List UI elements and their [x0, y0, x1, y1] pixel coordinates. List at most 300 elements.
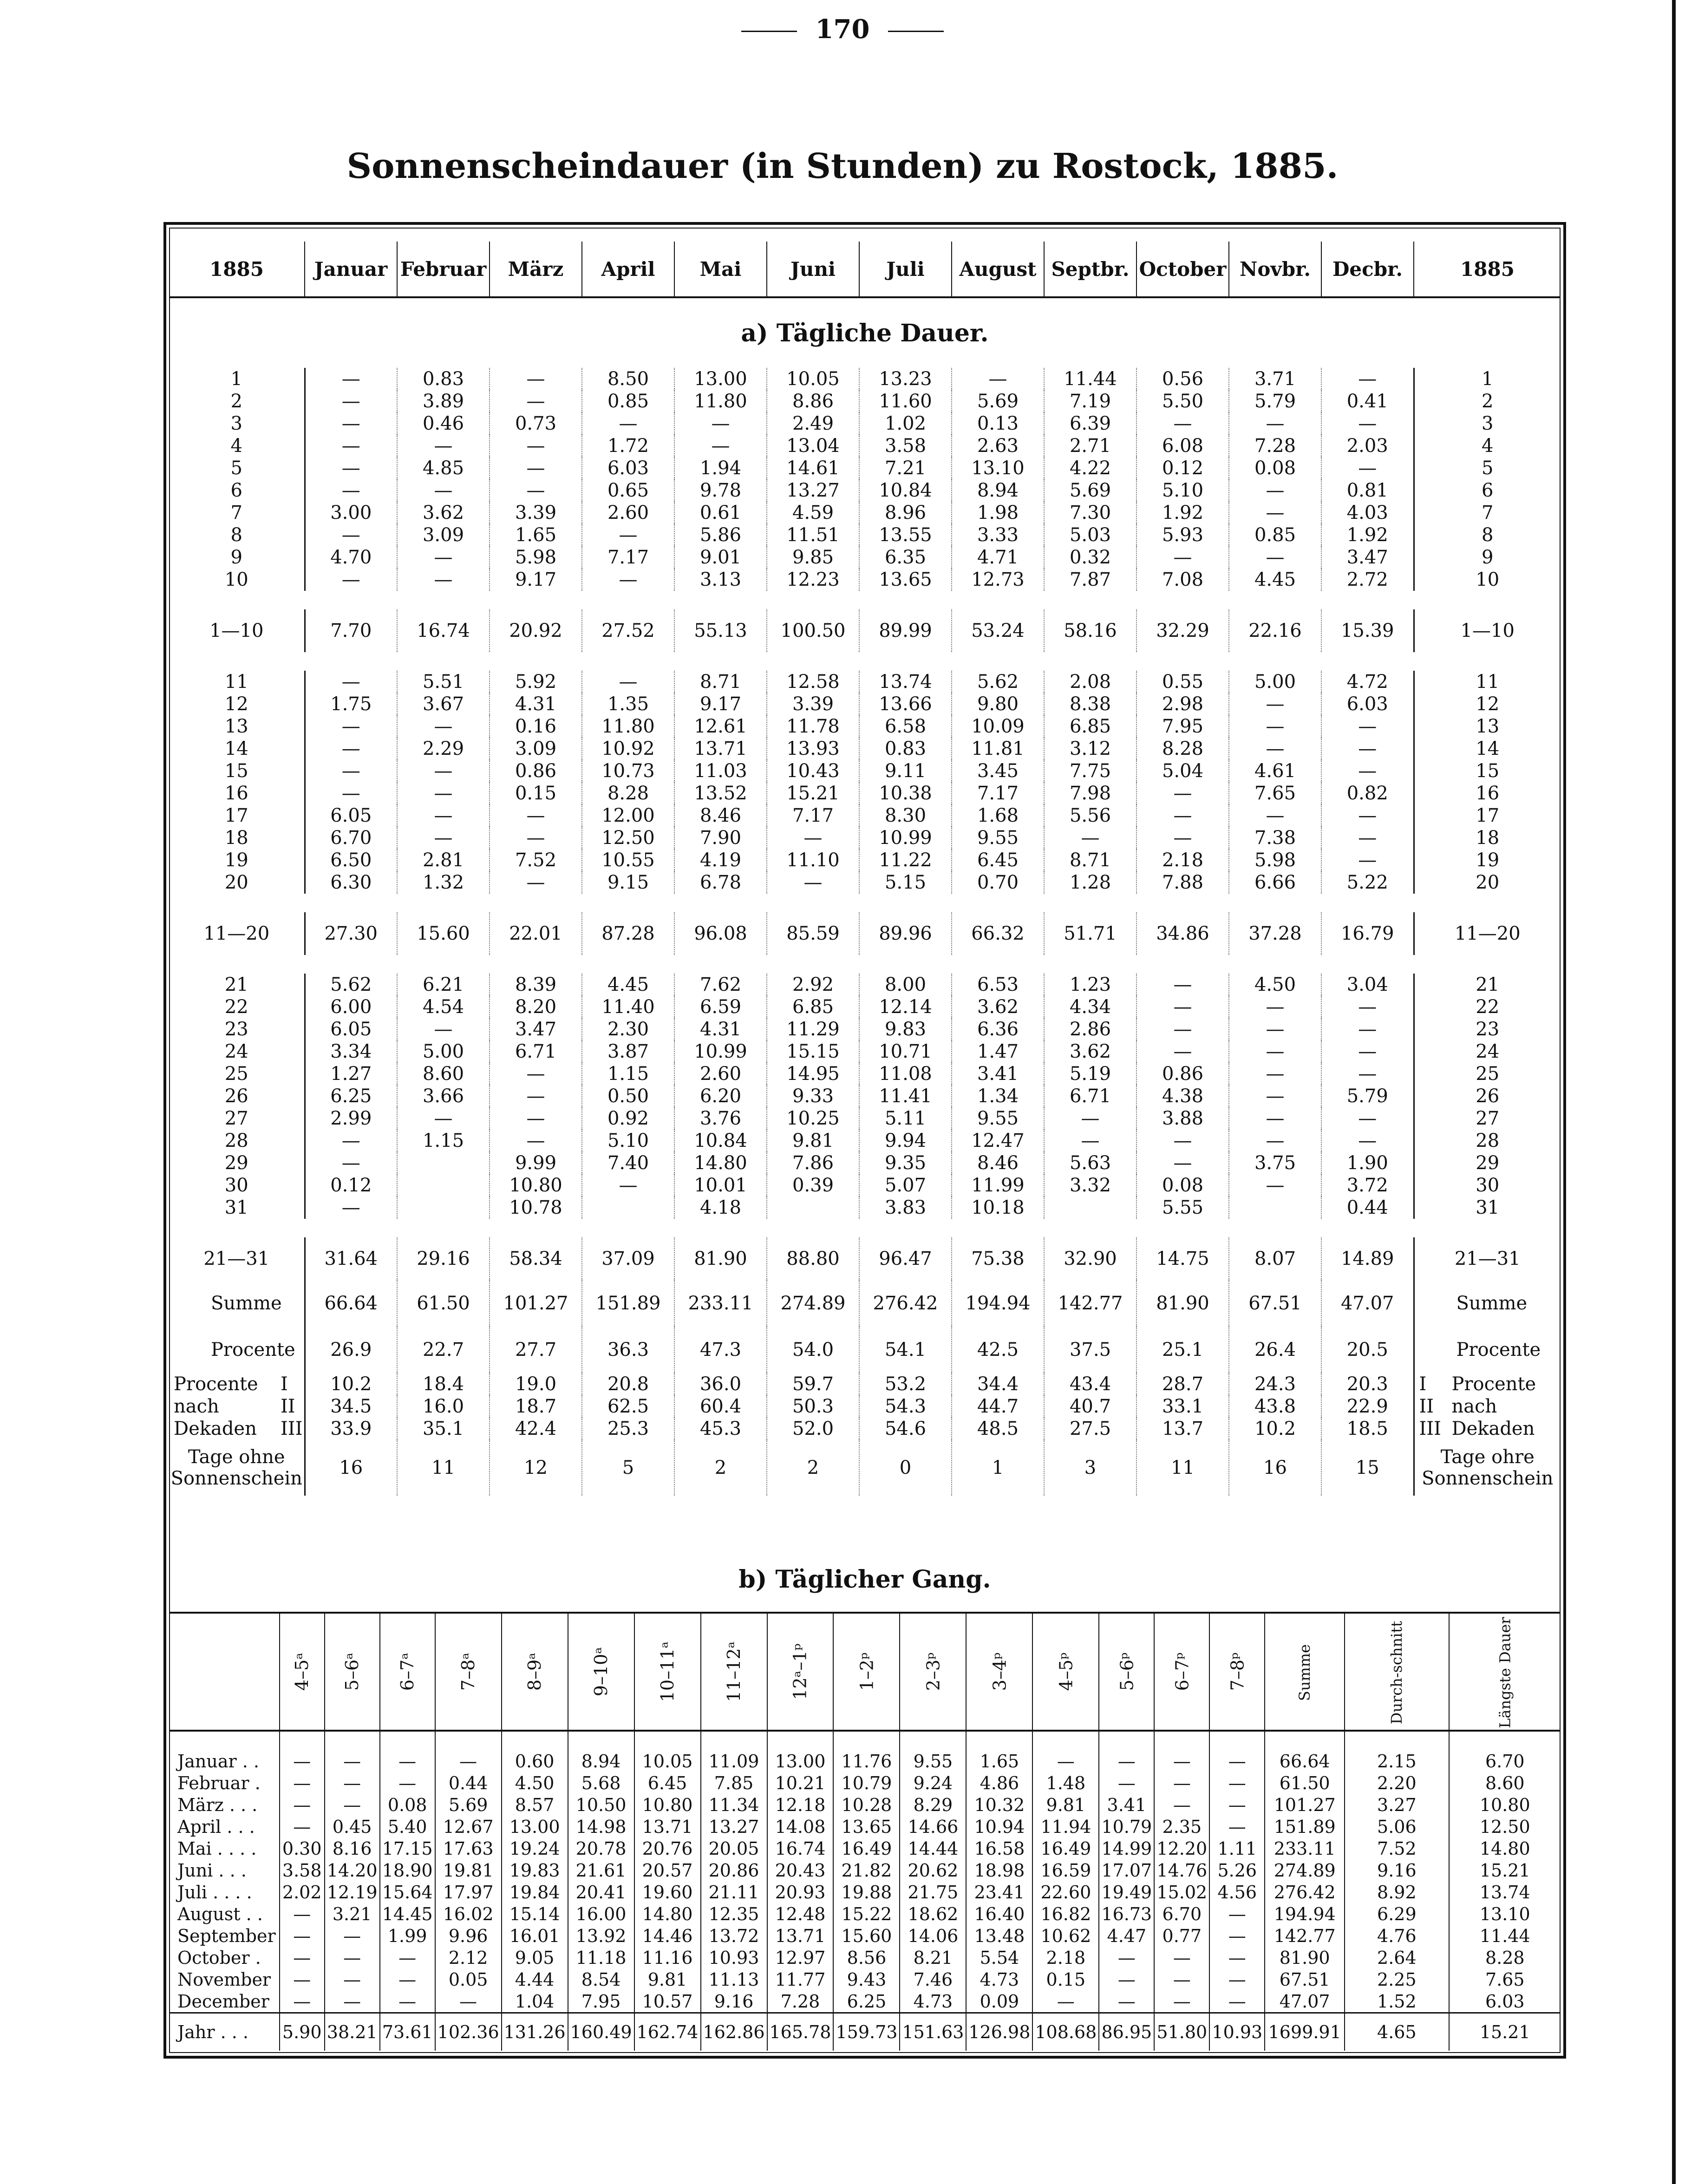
value-cell: — [1358, 458, 1377, 479]
value-cell: 0.45 [325, 1816, 380, 1837]
value-cell: — [305, 479, 397, 502]
value-cell: 6.20 [674, 1085, 767, 1107]
value-cell: 5.11 [859, 1107, 952, 1130]
row-label: 10 [169, 569, 305, 591]
value-cell: 7.28 [767, 1990, 834, 2013]
spacer [435, 1731, 502, 1750]
value-cell: 47.07 [1265, 1990, 1345, 2013]
value-cell: — [490, 457, 582, 479]
section-b-title: b) Täglicher Gang. [738, 1565, 991, 1594]
value-cell: 33.1 [1136, 1395, 1229, 1418]
hour-label: 1–2ᵖ [856, 1652, 877, 1691]
spacer-row [169, 894, 1561, 912]
value-cell: — [1099, 1750, 1154, 1772]
hour-label: 2–3ᵖ [922, 1652, 943, 1691]
value-cell: 4.65 [1345, 2013, 1449, 2051]
value-cell: — [1229, 1063, 1321, 1085]
value-cell: 29.16 [397, 1237, 490, 1280]
value-cell: — [490, 804, 582, 827]
value-cell: — [1136, 1130, 1229, 1152]
day-row [169, 871, 1561, 894]
value-cell: 5.69 [1044, 479, 1136, 502]
hour-header [767, 1613, 834, 1731]
value-cell: 19.24 [502, 1837, 568, 1859]
value-cell: 31.64 [305, 1237, 397, 1280]
row-label [169, 1395, 305, 1418]
value-cell: 9.17 [674, 693, 767, 715]
value-cell: — [1099, 1990, 1154, 2013]
value-cell: 13.71 [634, 1816, 701, 1837]
month-row [169, 2013, 1561, 2051]
row-label-right: 22 [1414, 996, 1561, 1018]
value-cell: 13.55 [859, 524, 952, 546]
value-cell: 6.50 [305, 849, 397, 871]
value-cell: 4.50 [502, 1772, 568, 1794]
value-cell: 6.70 [1154, 1903, 1209, 1925]
value-cell: 8.94 [568, 1750, 634, 1772]
value-cell: 1.11 [1209, 1837, 1265, 1859]
value-cell: 7.95 [1136, 715, 1229, 738]
value-cell: 6.70 [1485, 1751, 1525, 1772]
value-cell: 1.28 [1044, 871, 1136, 894]
row-label-right: 28 [1414, 1130, 1561, 1152]
value-cell: — [280, 1816, 325, 1837]
value-cell: 3.09 [397, 524, 490, 546]
value-cell: 7.85 [701, 1772, 767, 1794]
value-cell: 8.50 [582, 368, 674, 390]
value-cell: 3.39 [767, 693, 859, 715]
value-cell: 1.15 [397, 1130, 490, 1152]
value-cell: — [325, 1968, 380, 1990]
value-cell: 6.59 [674, 996, 767, 1018]
value-cell: 10.2 [305, 1373, 397, 1395]
value-cell: 9.33 [767, 1085, 859, 1107]
value-cell: 12.97 [767, 1947, 834, 1968]
value-cell: 0.15 [490, 782, 582, 804]
value-cell: 21.61 [568, 1859, 634, 1881]
value-cell: 9.80 [952, 693, 1044, 715]
row-label-right: 11 [1414, 671, 1561, 693]
month-header: Februar [397, 242, 490, 297]
spacer [169, 591, 1561, 609]
value-cell: 3.76 [674, 1107, 767, 1130]
row-label-right [1414, 1395, 1561, 1418]
value-cell: 5.69 [952, 390, 1044, 412]
value-cell: 2.29 [397, 738, 490, 760]
value-cell: — [397, 1107, 490, 1130]
value-cell: 162.74 [634, 2013, 701, 2051]
value-cell: — [582, 412, 674, 435]
summe-header [1265, 1613, 1345, 1731]
value-cell: 12.14 [859, 996, 952, 1018]
value-cell: — [397, 546, 490, 569]
value-cell: — [1136, 1018, 1229, 1040]
day-row [169, 1018, 1561, 1040]
value-cell: — [380, 1750, 435, 1772]
value-cell: — [490, 390, 582, 412]
value-cell: 12.35 [701, 1903, 767, 1925]
value-cell: — [397, 1018, 490, 1040]
value-cell: 3.62 [952, 996, 1044, 1018]
value-cell: 47.3 [674, 1327, 767, 1373]
value-cell: 5.79 [1346, 1085, 1388, 1107]
value-cell [582, 1197, 674, 1219]
value-cell: 6.78 [674, 871, 767, 894]
value-cell: 5.62 [305, 974, 397, 996]
value-cell: 8.28 [1136, 738, 1229, 760]
value-cell: 6.71 [1044, 1085, 1136, 1107]
value-cell: — [1099, 1947, 1154, 1968]
value-cell: 3.62 [1044, 1040, 1136, 1063]
month-label: November [169, 1968, 280, 1990]
value-cell: 14.44 [900, 1837, 966, 1859]
label-text: Procente [1451, 1373, 1536, 1395]
value-cell: 5.98 [490, 546, 582, 569]
value-cell: 10.25 [767, 1107, 859, 1130]
value-cell: 17.07 [1099, 1859, 1154, 1881]
value-cell: 18.62 [900, 1903, 966, 1925]
value-cell: — [397, 827, 490, 849]
value-cell: 9.05 [502, 1947, 568, 1968]
value-cell: 4.47 [1099, 1925, 1154, 1947]
row-label-right: 18 [1414, 827, 1561, 849]
month-header: Januar [305, 242, 397, 297]
value-cell: 13.10 [952, 457, 1044, 479]
row-label-right: 1 [1414, 368, 1561, 390]
value-cell: 1.04 [502, 1990, 568, 2013]
value-cell: 102.36 [435, 2013, 502, 2051]
value-cell: — [1229, 502, 1321, 524]
value-cell: — [1358, 805, 1377, 826]
value-cell: 0.86 [1136, 1063, 1229, 1085]
value-cell: — [1032, 1990, 1099, 2013]
value-cell: 8.16 [325, 1837, 380, 1859]
value-cell: 9.96 [435, 1925, 502, 1947]
value-cell: 8.07 [1229, 1237, 1321, 1280]
value-cell: 2.92 [767, 974, 859, 996]
section-a-title-row [169, 297, 1561, 368]
value-cell: 22.9 [1346, 1396, 1388, 1417]
row-label-right [1414, 1280, 1561, 1327]
month-header: Juli [859, 242, 952, 297]
value-cell: 2.86 [1044, 1018, 1136, 1040]
value-cell: 16.74 [397, 609, 490, 652]
value-cell: 43.8 [1229, 1395, 1321, 1418]
month-header: August [952, 242, 1044, 297]
value-cell: — [305, 368, 397, 390]
row-label [169, 1440, 305, 1496]
value-cell: 5.07 [859, 1174, 952, 1197]
row-label-right: 12 [1414, 693, 1561, 715]
hour-header [568, 1613, 634, 1731]
value-cell: 20.3 [1346, 1373, 1388, 1395]
row-label: 31 [169, 1197, 305, 1219]
value-cell: 4.50 [1229, 974, 1321, 996]
value-cell: 21.11 [701, 1881, 767, 1903]
value-cell: 4.22 [1044, 457, 1136, 479]
month-row [169, 1947, 1561, 1968]
label-text: nach [174, 1396, 219, 1417]
value-cell: 27.30 [305, 912, 397, 955]
value-cell: — [380, 1947, 435, 1968]
value-cell: 1.32 [397, 871, 490, 894]
hour-header [966, 1613, 1032, 1731]
value-cell: 10.2 [1229, 1418, 1321, 1440]
value-cell: 5.40 [380, 1816, 435, 1837]
value-cell: 5.06 [1345, 1816, 1449, 1837]
value-cell: 0.09 [966, 1990, 1032, 2013]
value-cell: — [674, 412, 767, 435]
value-cell: 4.19 [674, 849, 767, 871]
value-cell: 66.64 [1265, 1750, 1345, 1772]
daily-duration-table [169, 242, 1561, 1496]
value-cell: 0.61 [674, 502, 767, 524]
value-cell: 18.98 [966, 1859, 1032, 1881]
value-cell: — [1229, 1107, 1321, 1130]
value-cell: 13.52 [674, 782, 767, 804]
spacer [1265, 1731, 1345, 1750]
roman-numeral: III [281, 1418, 303, 1439]
hour-header [280, 1613, 325, 1731]
row-label-right: 26 [1414, 1085, 1561, 1107]
value-cell: 4.31 [674, 1018, 767, 1040]
value-cell: 40.7 [1044, 1395, 1136, 1418]
value-cell: 15.15 [767, 1040, 859, 1063]
value-cell: — [1136, 782, 1229, 804]
value-cell: — [1136, 804, 1229, 827]
value-cell: 4.59 [767, 502, 859, 524]
spacer [833, 1731, 900, 1750]
value-cell: 3 [1044, 1440, 1136, 1496]
value-cell: 4.18 [674, 1197, 767, 1219]
value-cell: 2.72 [1346, 569, 1388, 590]
value-cell: — [397, 569, 490, 591]
value-cell: 3.21 [325, 1903, 380, 1925]
value-cell: 0.08 [1136, 1174, 1229, 1197]
value-cell: 9.43 [833, 1968, 900, 1990]
value-cell: — [1358, 996, 1377, 1018]
value-cell: 9.55 [900, 1750, 966, 1772]
value-cell: 11.29 [767, 1018, 859, 1040]
row-label-right: 8 [1414, 524, 1561, 546]
value-cell: — [1136, 546, 1229, 569]
value-cell: — [305, 390, 397, 412]
value-cell: 0.85 [582, 390, 674, 412]
month-header: Novbr. [1229, 242, 1321, 297]
hour-header [435, 1613, 502, 1731]
value-cell: 3.45 [952, 760, 1044, 782]
value-cell: 20.92 [490, 609, 582, 652]
day-row [169, 1063, 1561, 1085]
hour-header [1032, 1613, 1099, 1731]
value-cell: 11.78 [767, 715, 859, 738]
value-cell: — [325, 1925, 380, 1947]
value-cell: 17.15 [380, 1837, 435, 1859]
value-cell: 8.54 [568, 1968, 634, 1990]
value-cell: 27.52 [582, 609, 674, 652]
value-cell: 10.18 [952, 1197, 1044, 1219]
value-cell: 32.29 [1136, 609, 1229, 652]
value-cell: — [325, 1794, 380, 1816]
value-cell: 11.44 [1044, 368, 1136, 390]
value-cell: — [767, 827, 859, 849]
value-cell: 34.4 [952, 1373, 1044, 1395]
day-row [169, 974, 1561, 996]
value-cell: 7.65 [1229, 782, 1321, 804]
value-cell: — [1229, 1040, 1321, 1063]
row-label-right: 24 [1414, 1040, 1561, 1063]
value-cell: — [305, 1130, 397, 1152]
value-cell: — [1229, 1018, 1321, 1040]
spacer [1032, 1731, 1099, 1750]
value-cell: 14.99 [1099, 1837, 1154, 1859]
label-text: Tage ohne [188, 1446, 285, 1468]
value-cell: 14.80 [674, 1152, 767, 1174]
value-cell: 1.72 [582, 435, 674, 457]
value-cell: 11.34 [701, 1794, 767, 1816]
value-cell: 4.73 [900, 1990, 966, 2013]
value-cell: — [490, 1130, 582, 1152]
row-label: 6 [169, 479, 305, 502]
value-cell: 16.02 [435, 1903, 502, 1925]
value-cell: 20.43 [767, 1859, 834, 1881]
value-cell: 10.32 [966, 1794, 1032, 1816]
value-cell: 7.17 [582, 546, 674, 569]
value-cell: — [1209, 1772, 1265, 1794]
value-cell: 11.10 [767, 849, 859, 871]
row-label: 21 [169, 974, 305, 996]
value-cell: 1.90 [1346, 1152, 1388, 1174]
value-cell: 7.52 [490, 849, 582, 871]
value-cell: — [767, 871, 859, 894]
value-cell: 42.4 [490, 1418, 582, 1440]
value-cell: 5.22 [1346, 872, 1388, 893]
spacer [169, 894, 1561, 912]
value-cell: — [280, 1903, 325, 1925]
value-cell: 11.94 [1032, 1816, 1099, 1837]
value-cell: 5.10 [1136, 479, 1229, 502]
value-cell: 2.60 [582, 502, 674, 524]
value-cell: 25.3 [582, 1418, 674, 1440]
value-cell: 3.41 [952, 1063, 1044, 1085]
value-cell: 20.86 [701, 1859, 767, 1881]
value-cell: 42.5 [952, 1327, 1044, 1373]
value-cell: 11 [1136, 1440, 1229, 1496]
value-cell: 15.60 [833, 1925, 900, 1947]
value-cell: 16.73 [1099, 1903, 1154, 1925]
day-row [169, 1040, 1561, 1063]
hour-header [900, 1613, 966, 1731]
value-cell: 6.03 [1485, 1991, 1525, 2012]
row-label-right: 4 [1414, 435, 1561, 457]
value-cell: 22.7 [397, 1327, 490, 1373]
value-cell: 10.92 [582, 738, 674, 760]
spacer [169, 652, 1561, 671]
value-cell: — [380, 1772, 435, 1794]
value-cell: 12.50 [1479, 1816, 1530, 1837]
value-cell: 7.38 [1229, 827, 1321, 849]
value-cell: 1.47 [952, 1040, 1044, 1063]
value-cell: 11.18 [568, 1947, 634, 1968]
value-cell: 13.7 [1136, 1418, 1229, 1440]
row-label-right: 19 [1414, 849, 1561, 871]
value-cell: 1.23 [1044, 974, 1136, 996]
value-cell: 6.03 [582, 457, 674, 479]
day-row [169, 760, 1561, 782]
value-cell: — [1209, 1990, 1265, 2013]
value-cell: — [1099, 1772, 1154, 1794]
month-label: October . [169, 1947, 280, 1968]
value-cell: 11.40 [582, 996, 674, 1018]
value-cell: 0.65 [582, 479, 674, 502]
value-cell: 14.76 [1154, 1859, 1209, 1881]
row-label-right: 16 [1414, 782, 1561, 804]
row-label-right [1414, 1373, 1561, 1395]
value-cell: 2.15 [1345, 1750, 1449, 1772]
value-cell: 13.00 [674, 368, 767, 390]
dekaden-percent-row [169, 1395, 1561, 1418]
value-cell: 10.01 [674, 1174, 767, 1197]
value-cell: 10.78 [490, 1197, 582, 1219]
value-cell: 8.71 [674, 671, 767, 693]
row-label: 21—31 [169, 1237, 305, 1280]
label-text: Sonnenschein [170, 1468, 302, 1489]
page-number: 170 [0, 14, 1685, 45]
row-label-right: 3 [1414, 412, 1561, 435]
value-cell: 20.41 [568, 1881, 634, 1903]
value-cell: — [1136, 1040, 1229, 1063]
value-cell: 1699.91 [1265, 2013, 1345, 2051]
hour-label: 6–7ᵖ [1171, 1652, 1192, 1691]
row-label: 16 [169, 782, 305, 804]
value-cell: 1.48 [1032, 1772, 1099, 1794]
value-cell: — [490, 368, 582, 390]
value-cell: 19.0 [490, 1373, 582, 1395]
value-cell: 24.3 [1229, 1373, 1321, 1395]
row-label: 15 [169, 760, 305, 782]
hour-header [634, 1613, 701, 1731]
row-label: 11—20 [169, 912, 305, 955]
row-label: 9 [169, 546, 305, 569]
value-cell: 274.89 [1265, 1859, 1345, 1881]
value-cell: — [1209, 1750, 1265, 1772]
value-cell: 6.39 [1044, 412, 1136, 435]
spacer-row [169, 1219, 1561, 1237]
value-cell: 11.77 [767, 1968, 834, 1990]
value-cell: — [435, 1990, 502, 2013]
spacer-row [169, 1731, 1561, 1750]
value-cell: 2.20 [1345, 1772, 1449, 1794]
value-cell: 12.19 [325, 1881, 380, 1903]
value-cell: 14.80 [634, 1903, 701, 1925]
value-cell: 2.60 [674, 1063, 767, 1085]
dekaden-percent-row [169, 1418, 1561, 1440]
value-cell: — [1209, 1925, 1265, 1947]
value-cell: 5.69 [435, 1794, 502, 1816]
value-cell: 12.20 [1154, 1837, 1209, 1859]
value-cell: 8.29 [900, 1794, 966, 1816]
value-cell: 21.75 [900, 1881, 966, 1903]
value-cell: — [280, 1925, 325, 1947]
value-cell: 15.22 [833, 1903, 900, 1925]
row-label-right: 7 [1414, 502, 1561, 524]
value-cell: 9.17 [490, 569, 582, 591]
value-cell: — [280, 1794, 325, 1816]
value-cell: 5.26 [1209, 1859, 1265, 1881]
value-cell: 16.79 [1340, 923, 1394, 944]
value-cell: 9.35 [859, 1152, 952, 1174]
value-cell: 3.87 [582, 1040, 674, 1063]
